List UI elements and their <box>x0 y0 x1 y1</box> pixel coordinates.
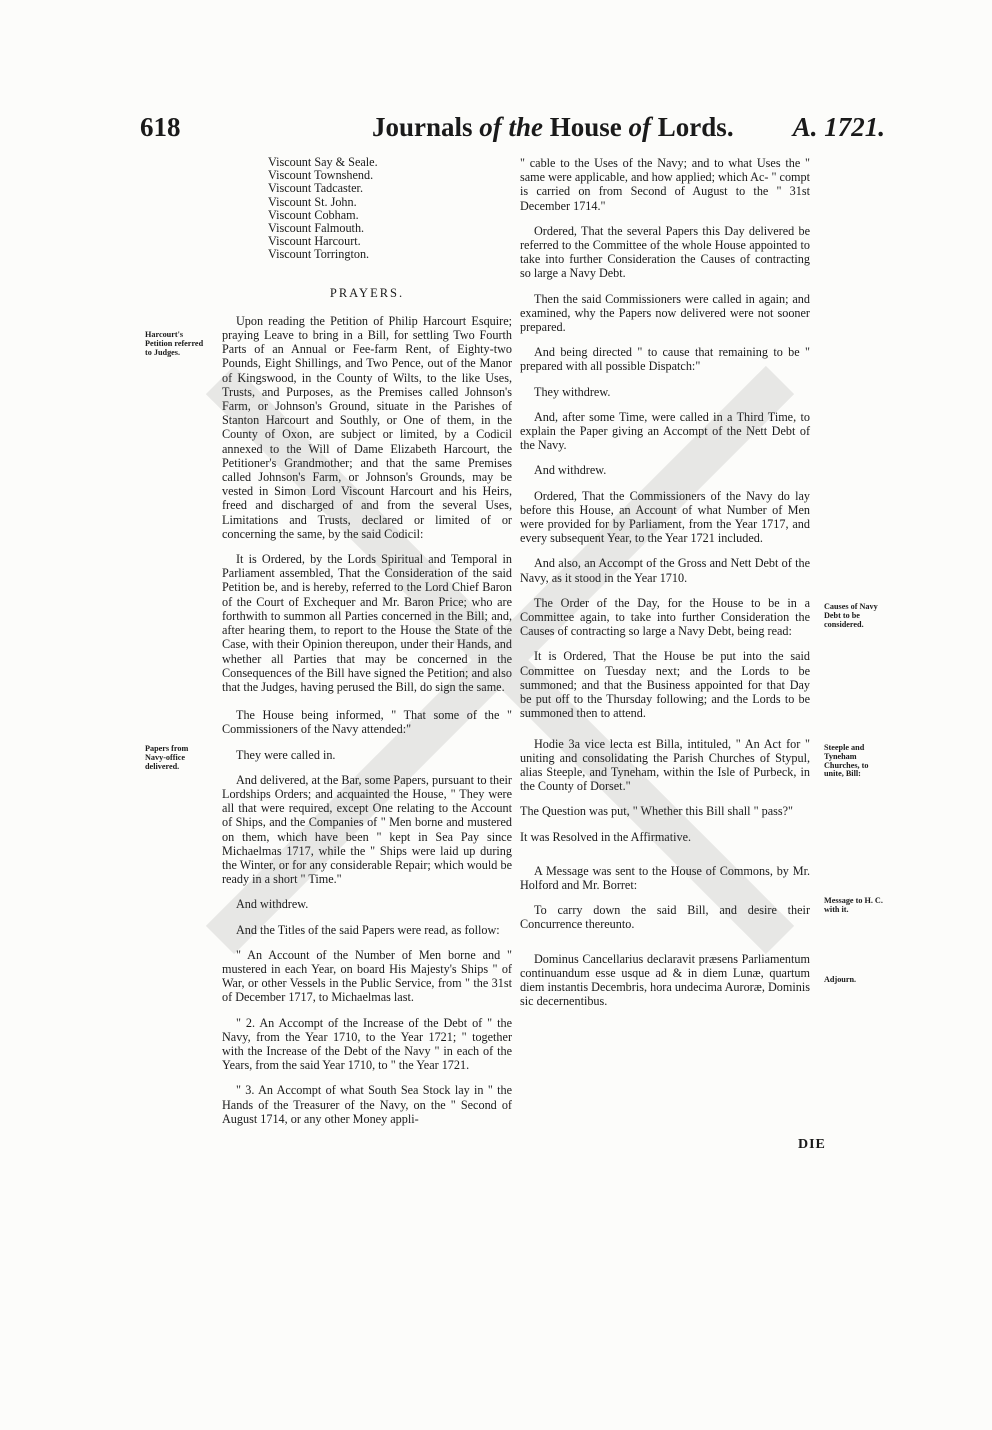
title-word-of-the: of the <box>479 112 544 142</box>
lord-entry: Viscount Torrington. <box>268 247 370 262</box>
running-title <box>372 112 734 143</box>
prayers-heading: PRAYERS. <box>329 285 405 300</box>
paragraph: And the Titles of the said Papers were read, as follow: <box>236 922 500 937</box>
lords-list <box>268 156 512 262</box>
lord-entry: Viscount Townshend. <box>268 168 374 183</box>
margin-note-steeple: Steeple and Tyneham Churches, to unite, Bill: <box>824 743 869 779</box>
paragraph: A Message was sent to the House of Commons, by Mr. Holford and Mr. Borret: <box>520 863 810 892</box>
paragraph: And withdrew. <box>534 463 607 478</box>
left-column <box>222 156 512 1137</box>
paragraph: It is Ordered, That the House be put into the said Committee on Tuesday next; and the Lords to be summoned; and that the Business appointed for that Day be put off to the Thursday following; and the Lords to be summoned then to attend. <box>520 649 810 721</box>
paragraph: It was Resolved in the Affirmative. <box>520 829 692 844</box>
lord-entry: Viscount St. John. <box>268 194 357 209</box>
lord-entry: Viscount Tadcaster. <box>268 181 363 196</box>
lord-entry: Viscount Say & Seale. <box>268 155 378 169</box>
margin-note-causes: Causes of Navy Debt to be considered. <box>824 602 878 629</box>
paragraph: Ordered, That the several Papers this Day delivered be referred to the Committee of the whole House appointed to take into further Consideration the Causes of contracting so large a Navy Debt. <box>520 223 810 281</box>
paragraph: To carry down the said Bill, and desire their Concurrence thereunto. <box>520 903 810 932</box>
paragraph: They withdrew. <box>534 384 611 399</box>
paragraph: And also, an Accompt of the Gross and Nett Debt of the Navy, as it stood in the Year 1710. <box>520 556 810 585</box>
margin-note-message: Message to H. C. with it. <box>824 896 883 914</box>
paragraph: " 2. An Accompt of the Increase of the Debt of " the Navy, from the Year 1710, to the Year 1721; " together with the Increase of the Debt of the Navy " in each of the Years, from the said Year 1710, to " the Year 1721. <box>222 1015 512 1073</box>
margin-note-adjourn: Adjourn. <box>824 975 857 984</box>
page-header <box>140 112 885 146</box>
paragraph: The Question was put, " Whether this Bill shall " pass?" <box>520 804 793 819</box>
right-column <box>520 156 810 1019</box>
title-word-lords: Lords. <box>657 112 734 142</box>
title-word-of: of <box>628 112 652 142</box>
paragraph: Upon reading the Petition of Philip Harcourt Esquire; praying Leave to bring in a Bill, for settling Two Fourth Parts of an Annual or Fee-farm Rent, of Eighty-two Pounds, Eight Shillings, and Two Pence, out of the Manor of Kingswood, in the County of Wilts, to the like Uses, Trusts, and Purposes, as the Premises called Johnson's Farm, or Johnson's Ground, situate in the Parishes of Stanton Harcourt and Southly, or One of them, in the County of Oxon, are subject or limited, by a Codicil annexed to the Will of Dame Elizabeth Harcourt, the Petitioner's Grandmother; and that the same Premises called Johnson's Farm, or Johnson's Grounds, may be vested in Simon Lord Viscount Harcourt and his Heirs, freed and discharged of and from the several Uses, Limitations and Trusts, declared or limited of or concerning the same, by the said Codicil: <box>222 313 512 541</box>
paragraph: The Order of the Day, for the House to be in a Committee again, to take into further Consideration the Causes of contracting so large a Navy Debt, being read: <box>520 595 810 639</box>
paragraph: They were called in. <box>236 747 336 762</box>
title-word-journals: Journals <box>372 112 473 142</box>
paragraph: Then the said Commissioners were called in again; and examined, why the Papers now delivered were not sooner prepared. <box>520 291 810 335</box>
paragraph: And, after some Time, were called in a Third Time, to explain the Paper giving an Accompt of the Nett Debt of the Navy. <box>520 409 810 453</box>
paragraph: " cable to the Uses of the Navy; and to what Uses the " same were applicable, and how applied; which Ac- " compt is carried on from Second of August to the " 31st December 1714." <box>520 156 810 213</box>
paragraph: And withdrew. <box>236 897 309 912</box>
paragraph: And delivered, at the Bar, some Papers, pursuant to their Lordships Orders; and acquainted the House, " They were all that were required, except One relating to the Account of Ships, and the Companies of " Men borne and mustered on them, which have been " kept in Sea Pay since Michaelmas 1717, while the " Ships were laid up during the Winter, or for any considerable Repair; which would be ready in a short " Time." <box>222 772 512 887</box>
paragraph: Hodie 3a vice lecta est Billa, intituled, " An Act for " uniting and consolidating the Parish Churches of Stypul, alias Steeple, and Tyneham, within the Isle of Purbeck, in the County of Dorset." <box>520 736 810 794</box>
paragraph: Ordered, That the Commissioners of the Navy do lay before this House, an Account of what Number of Men were provided for by Parliament, from the Year 1717, and every subsequent Year, to the Year 1721 included. <box>520 488 810 546</box>
lord-entry: Viscount Cobham. <box>268 207 359 222</box>
paragraph: It is Ordered, by the Lords Spiritual and Temporal in Parliament assembled, That the Consideration of the said Petition be, and is hereby, referred to the Lord Chief Baron of the Court of Exchequer and Mr. Baron Price; who are forthwith to summon all Parties concerned in the Bill; and, after hearing them, to report to the House the State of the Case, with their Opinion thereupon, under their Hands, and whether all Parties that may be concerned in the Consequences of the Bill have signed the Petition; and also that the Judges, having perused the Bill, do sign the same. <box>222 552 512 694</box>
paragraph: Dominus Cancellarius declaravit præsens Parliamentum continuandum esse usque ad & in diem Lunæ, quartum diem instantis Decembris, hora undecima Auroræ, Dominis sic decernentibus. <box>520 951 810 1009</box>
paragraph: The House being informed, " That some of the " Commissioners of the Navy attended:" <box>222 708 512 737</box>
margin-note-papers: Papers from Navy-office delivered. <box>145 744 189 771</box>
catchword: DIE <box>798 1137 826 1152</box>
lord-entry: Viscount Falmouth. <box>268 221 365 236</box>
margin-note-harcourt: Harcourt's Petition referred to Judges. <box>145 330 204 357</box>
year-heading: A. 1721. <box>792 112 885 142</box>
paragraph: " An Account of the Number of Men borne and " mustered in each Year, on board His Majesty's Ships " of War, or other Vessels in the Public Service, from " the 31st of December 1717, to Michaelmas last. <box>222 947 512 1005</box>
paragraph: " 3. An Accompt of what South Sea Stock lay in " the Hands of the Treasurer of the Navy, on the " Second of August 1714, or any other Money appli- <box>222 1083 512 1126</box>
page-number: 618 <box>140 112 181 142</box>
title-word-house: House <box>549 112 622 142</box>
paragraph: And being directed " to cause that remaining to be " prepared with all possible Dispatch:" <box>520 345 810 374</box>
lord-entry: Viscount Harcourt. <box>268 234 361 249</box>
